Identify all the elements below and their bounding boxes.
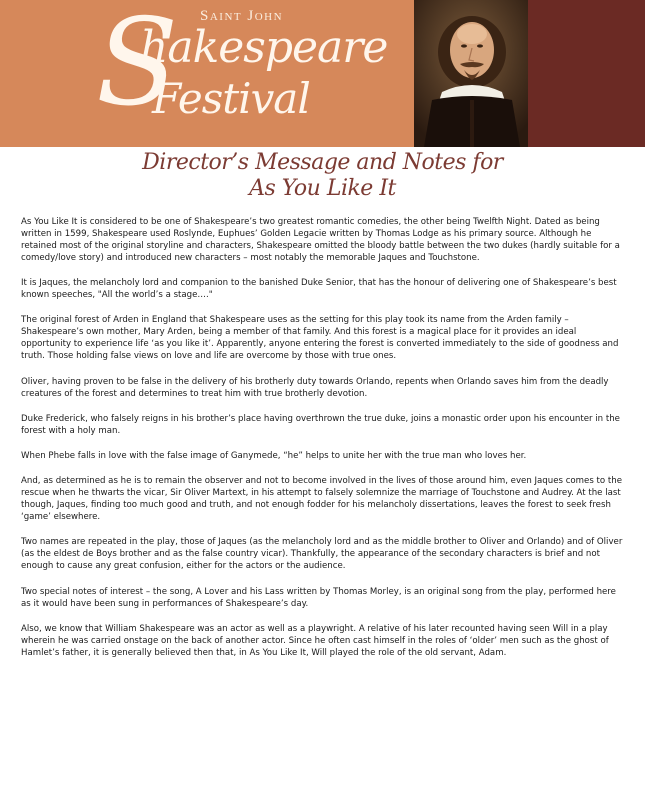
page-title-line2: As You Like It <box>249 176 396 201</box>
banner-maroon-panel <box>528 0 645 147</box>
paragraph: As You Like It is considered to be one of Shakespeare’s two greatest romantic comedies, the other being Twelfth Night. Dated as being written in 1599, Shakespeare used Roslynde, Euphues’ Golden Legacie written by Thomas Lodge as his primary source. Although he retained most of the original storyline and characters, Shakespeare omitted the bloody battle between the two dukes (hardly suitable for a comedy/love story) and introduced new characters – most notably the memorable Jaques and Touchstone. <box>21 217 620 263</box>
paragraph: Duke Frederick, who falsely reigns in his brother’s place having overthrown the true duke, joins a monastic order upon his encounter in the forest with a holy man. <box>21 413 620 436</box>
shakespeare-portrait <box>414 0 528 147</box>
header-banner <box>0 0 645 147</box>
paragraph: And, as determined as he is to remain the observer and not to become involved in the lives of those around him, even Jaques comes to the rescue when he thwarts the vicar, Sir Oliver Martext, in his attempt to falsely solemnize the marriage of Touchstone and Audrey. At the last though, Jaques, finding too much good and truth, and not enough fodder for his melancholy dissertations, leaves the forest to seek fresh ‘game’ elsewhere. <box>21 476 623 523</box>
paragraph: When Phebe falls in love with the false image of Ganymede, “he” helps to unite her with the true man who loves her. <box>21 450 527 461</box>
paragraph: It is Jaques, the melancholy lord and companion to the banished Duke Senior, that has the honour of delivering one of Shakespeare’s best known speeches, "All the world’s a stage…." <box>21 278 617 301</box>
paragraph: The original forest of Arden in England that Shakespeare uses as the setting for this play took its name from the Arden family – Shakespeare’s own mother, Mary Arden, being a member of that family. And this forest is a magical place for it provides an ideal opportunity to experience life ‘as you like it’. Apparently, anyone entering the forest is converted immediately to the side of goodness and truth. Those holding false views on love and life are overcome by those with true ones. <box>21 315 619 362</box>
logo-shakespeare: hakespeare <box>140 22 388 73</box>
paragraph: Two names are repeated in the play, those of Jaques (as the melancholy lord and as the middle brother to Oliver and Orlando) and of Oliver (as the eldest de Boys brother and as the false country vicar). Thankfully, the appearance of the secondary characters is brief and not enough to cause any great confusion, either for the actors or the audience. <box>21 537 623 572</box>
logo-saint-john: Saint John <box>200 8 284 24</box>
paragraph: Two special notes of interest – the song, A Lover and his Lass written by Thomas Morley, is an original song from the play, performed here as it would have been sung in performances of Shakespeare’s day. <box>21 586 616 609</box>
paragraph: Also, we know that William Shakespeare was an actor as well as a playwright. A relative of his later recounted having seen Will in a play wherein he was carried onstage on the back of another actor. Since he often cast himself in the roles of ‘older’ men such as the ghost of Hamlet’s father, it is generally believed then that, in As You Like It, Will played the role of the old servant, Adam. <box>21 623 609 658</box>
page-title-line1: Director’s Message and Notes for <box>142 150 503 175</box>
message-body <box>21 216 626 672</box>
festival-logo <box>96 0 416 143</box>
logo-initial: S <box>96 0 179 133</box>
logo-festival: Festival <box>152 74 310 123</box>
paragraph: Oliver, having proven to be false in the delivery of his brotherly duty towards Orlando, repents when Orlando saves him from the deadly creatures of the forest and determines to treat him with true brotherly devotion. <box>21 376 609 399</box>
